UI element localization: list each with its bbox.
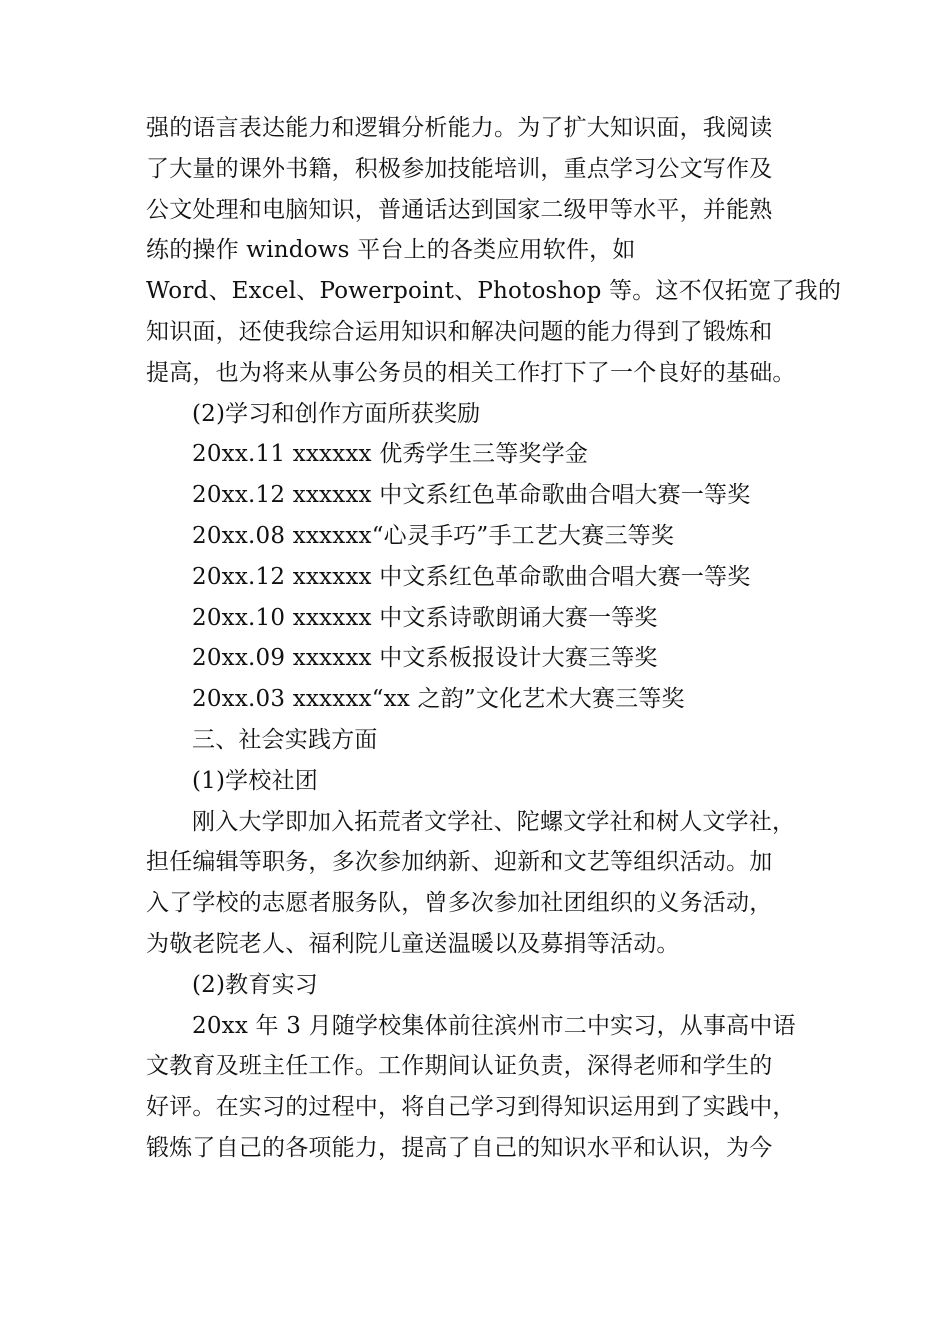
body-line: Word、Excel、Powerpoint、Photoshop 等。这不仅拓宽了我的 <box>146 278 842 305</box>
award-item: 20xx.12 xxxxxx 中文系红色革命歌曲合唱大赛一等奖 <box>192 563 751 590</box>
body-line: 知识面，还使我综合运用知识和解决问题的能力得到了锻炼和 <box>146 318 773 345</box>
club-line: 入了学校的志愿者服务队，曾多次参加社团组织的义务活动， <box>146 890 773 917</box>
award-item: 20xx.08 xxxxxx“心灵手巧”手工艺大赛三等奖 <box>192 522 675 549</box>
body-line: 强的语言表达能力和逻辑分析能力。为了扩大知识面，我阅读 <box>146 115 773 141</box>
document-body <box>146 108 842 1169</box>
club-line: 为敬老院老人、福利院儿童送温暖以及募捐等活动。 <box>146 930 680 957</box>
subsection-heading-club: (1)学校社团 <box>192 767 318 794</box>
body-line: 公文处理和电脑知识，普通话达到国家二级甲等水平，并能熟 <box>146 196 773 223</box>
award-item: 20xx.10 xxxxxx 中文系诗歌朗诵大赛一等奖 <box>192 604 658 631</box>
body-line: 提高，也为将来从事公务员的相关工作打下了一个良好的基础。 <box>146 359 796 386</box>
award-item: 20xx.09 xxxxxx 中文系板报设计大赛三等奖 <box>192 645 658 672</box>
internship-line: 文教育及班主任工作。工作期间认证负责，深得老师和学生的 <box>146 1053 773 1080</box>
subsection-heading-internship: (2)教育实习 <box>192 971 318 998</box>
award-item: 20xx.12 xxxxxx 中文系红色革命歌曲合唱大赛一等奖 <box>192 482 751 509</box>
body-line: 练的操作 windows 平台上的各类应用软件，如 <box>146 237 636 264</box>
club-line: 担任编辑等职务，多次参加纳新、迎新和文艺等组织活动。加 <box>146 849 773 876</box>
section-heading: 三、社会实践方面 <box>192 726 378 753</box>
club-line: 刚入大学即加入拓荒者文学社、陀螺文学社和树人文学社， <box>192 808 796 835</box>
internship-line: 锻炼了自己的各项能力，提高了自己的知识水平和认识，为今 <box>146 1134 773 1161</box>
award-item: 20xx.03 xxxxxx“xx 之韵”文化艺术大赛三等奖 <box>192 686 685 713</box>
awards-heading: (2)学习和创作方面所获奖励 <box>192 400 481 427</box>
internship-line: 好评。在实习的过程中，将自己学习到得知识运用到了实践中， <box>146 1094 796 1121</box>
award-item: 20xx.11 xxxxxx 优秀学生三等奖学金 <box>192 441 589 468</box>
body-line: 了大量的课外书籍，积极参加技能培训，重点学习公文写作及 <box>146 155 773 182</box>
internship-line: 20xx 年 3 月随学校集体前往滨州市二中实习，从事高中语 <box>192 1012 796 1039</box>
